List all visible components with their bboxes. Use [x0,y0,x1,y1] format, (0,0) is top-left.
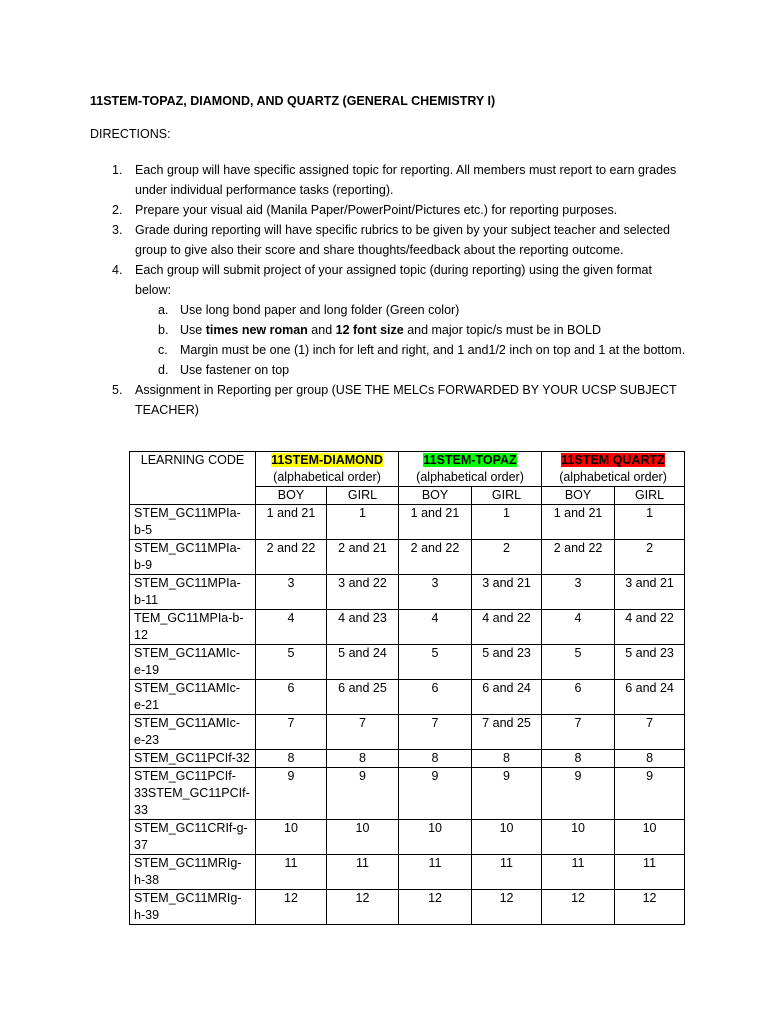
girl-value-cell: 12 [327,890,399,925]
direction-text: Each group will have specific assigned topic for reporting. All members must report to earn grades under individual performance tasks (reporting). [135,163,677,197]
girl-value-cell: 1 [327,505,399,540]
format-text-font: times new roman [205,323,308,337]
format-item-b [90,320,690,340]
girl-value-cell: 5 and 23 [615,645,685,680]
boy-value-cell: 11 [256,855,327,890]
boy-value-cell: 2 and 22 [256,540,327,575]
direction-text: Each group will submit project of your assigned topic (during reporting) using the given format below: [135,263,652,297]
direction-item-2 [90,200,690,220]
assignment-table [129,451,685,925]
boy-value-cell: 1 and 21 [256,505,327,540]
girl-value-cell: 9 [615,768,685,820]
table-body [130,505,685,925]
format-item-a [90,300,690,320]
direction-number: 1. [112,163,123,177]
direction-item-3 [90,220,690,260]
boy-value-cell: 1 and 21 [399,505,472,540]
format-letter: a. [158,303,169,317]
direction-number: 4. [112,263,123,277]
order-note: (alphabetical order) [273,470,381,484]
boy-value-cell: 11 [542,855,615,890]
format-text: Margin must be one (1) inch for left and right, and 1 and1/2 inch on top and 1 at the bottom. [180,343,686,357]
learning-code-cell: STEM_GC11CRIf-g-37 [130,820,256,855]
section-name-topaz: 11STEM-TOPAZ [423,453,517,467]
girl-value-cell: 8 [327,750,399,768]
table-row [130,505,685,540]
boy-value-cell: 12 [256,890,327,925]
boy-value-cell: 7 [399,715,472,750]
learning-code-cell: STEM_GC11MRIg-h-39 [130,890,256,925]
table-row [130,610,685,645]
boy-value-cell: 9 [399,768,472,820]
table-row [130,750,685,768]
learning-code-cell: STEM_GC11PCIf-33STEM_GC11PCIf-33 [130,768,256,820]
girl-value-cell: 6 and 25 [327,680,399,715]
format-text-size: 12 font size [335,323,404,337]
girl-value-cell: 6 and 24 [615,680,685,715]
boy-value-cell: 3 [256,575,327,610]
section-name-quartz: 11STEM QUARTZ [561,453,665,467]
boy-value-cell: 3 [542,575,615,610]
boy-value-cell: 10 [399,820,472,855]
table-row [130,540,685,575]
direction-item-5 [90,380,690,420]
girl-value-cell: 11 [327,855,399,890]
format-letter: b. [158,323,169,337]
format-text-pre: Use [180,323,206,337]
learning-code-cell: STEM_GC11AMIc-e-23 [130,715,256,750]
girl-value-cell: 10 [472,820,542,855]
girl-value-cell: 11 [472,855,542,890]
learning-code-cell: STEM_GC11PCIf-32 [130,750,256,768]
girl-value-cell: 11 [615,855,685,890]
direction-number: 5. [112,383,123,397]
boy-value-cell: 6 [399,680,472,715]
girl-value-cell: 4 and 22 [472,610,542,645]
boy-value-cell: 5 [542,645,615,680]
girl-value-cell: 3 and 21 [615,575,685,610]
boy-value-cell: 8 [399,750,472,768]
boy-value-cell: 7 [256,715,327,750]
girl-value-cell: 2 [615,540,685,575]
boy-header: BOY [542,487,615,505]
girl-value-cell: 5 and 23 [472,645,542,680]
boy-value-cell: 10 [256,820,327,855]
table-row [130,680,685,715]
girl-value-cell: 5 and 24 [327,645,399,680]
girl-header: GIRL [327,487,399,505]
section-name-diamond: 11STEM-DIAMOND [271,453,383,467]
document-title: 11STEM-TOPAZ, DIAMOND, AND QUARTZ (GENERAL CHEMISTRY I) [90,94,496,108]
boy-header: BOY [256,487,327,505]
boy-value-cell: 4 [256,610,327,645]
boy-value-cell: 5 [399,645,472,680]
table-row [130,855,685,890]
learning-code-header: LEARNING CODE [130,452,256,505]
boy-value-cell: 4 [542,610,615,645]
boy-value-cell: 4 [399,610,472,645]
boy-value-cell: 2 and 22 [542,540,615,575]
format-text-post: and major topic/s must be in BOLD [403,323,602,337]
girl-value-cell: 4 and 22 [615,610,685,645]
boy-value-cell: 10 [542,820,615,855]
boy-value-cell: 11 [399,855,472,890]
learning-code-cell: STEM_GC11MPIa-b-5 [130,505,256,540]
direction-text: Grade during reporting will have specific rubrics to be given by your subject teacher and selected group to give also their score and share thoughts/feedback about the reporting outcome. [135,223,671,257]
section-header-topaz [399,452,542,487]
girl-value-cell: 3 and 21 [472,575,542,610]
girl-value-cell: 1 [615,505,685,540]
learning-code-cell: STEM_GC11AMIc-e-21 [130,680,256,715]
table-row [130,715,685,750]
girl-value-cell: 6 and 24 [472,680,542,715]
girl-value-cell: 1 [472,505,542,540]
section-header-quartz [542,452,685,487]
girl-value-cell: 9 [472,768,542,820]
boy-value-cell: 5 [256,645,327,680]
girl-value-cell: 9 [327,768,399,820]
girl-value-cell: 2 and 21 [327,540,399,575]
table-row [130,575,685,610]
boy-value-cell: 1 and 21 [542,505,615,540]
boy-value-cell: 12 [399,890,472,925]
learning-code-cell: STEM_GC11MRIg-h-38 [130,855,256,890]
learning-code-cell: TEM_GC11MPIa-b-12 [130,610,256,645]
girl-value-cell: 4 and 23 [327,610,399,645]
girl-value-cell: 12 [615,890,685,925]
table-row [130,768,685,820]
order-note: (alphabetical order) [416,470,524,484]
boy-value-cell: 9 [542,768,615,820]
boy-value-cell: 3 [399,575,472,610]
directions-label: DIRECTIONS: [90,127,171,141]
format-text-mid: and [307,323,336,337]
format-letter: d. [158,363,169,377]
format-item-d [90,360,690,380]
table-row [130,820,685,855]
format-text: Use fastener on top [180,363,290,377]
girl-header: GIRL [615,487,685,505]
girl-value-cell: 7 [615,715,685,750]
directions-list [90,160,690,420]
boy-value-cell: 8 [256,750,327,768]
girl-value-cell: 10 [615,820,685,855]
girl-value-cell: 2 [472,540,542,575]
table-row [130,645,685,680]
boy-header: BOY [399,487,472,505]
order-note: (alphabetical order) [559,470,667,484]
learning-code-cell: STEM_GC11AMIc-e-19 [130,645,256,680]
girl-value-cell: 3 and 22 [327,575,399,610]
format-letter: c. [158,343,168,357]
direction-text: Prepare your visual aid (Manila Paper/PowerPoint/Pictures etc.) for reporting purposes. [135,203,618,217]
format-item-c [90,340,690,360]
girl-value-cell: 7 and 25 [472,715,542,750]
girl-value-cell: 8 [472,750,542,768]
girl-value-cell: 8 [615,750,685,768]
girl-value-cell: 10 [327,820,399,855]
boy-value-cell: 7 [542,715,615,750]
direction-number: 2. [112,203,123,217]
section-header-diamond [256,452,399,487]
direction-item-1 [90,160,690,200]
boy-value-cell: 9 [256,768,327,820]
learning-code-cell: STEM_GC11MPIa-b-9 [130,540,256,575]
girl-value-cell: 7 [327,715,399,750]
boy-value-cell: 8 [542,750,615,768]
boy-value-cell: 6 [542,680,615,715]
girl-value-cell: 12 [472,890,542,925]
direction-item-4 [90,260,690,300]
boy-value-cell: 2 and 22 [399,540,472,575]
learning-code-cell: STEM_GC11MPIa-b-11 [130,575,256,610]
direction-text: Assignment in Reporting per group (USE THE MELCs FORWARDED BY YOUR UCSP SUBJECT TEACHER) [135,383,677,417]
table-row [130,890,685,925]
direction-number: 3. [112,223,123,237]
boy-value-cell: 6 [256,680,327,715]
girl-header: GIRL [472,487,542,505]
format-text: Use long bond paper and long folder (Green color) [180,303,460,317]
boy-value-cell: 12 [542,890,615,925]
